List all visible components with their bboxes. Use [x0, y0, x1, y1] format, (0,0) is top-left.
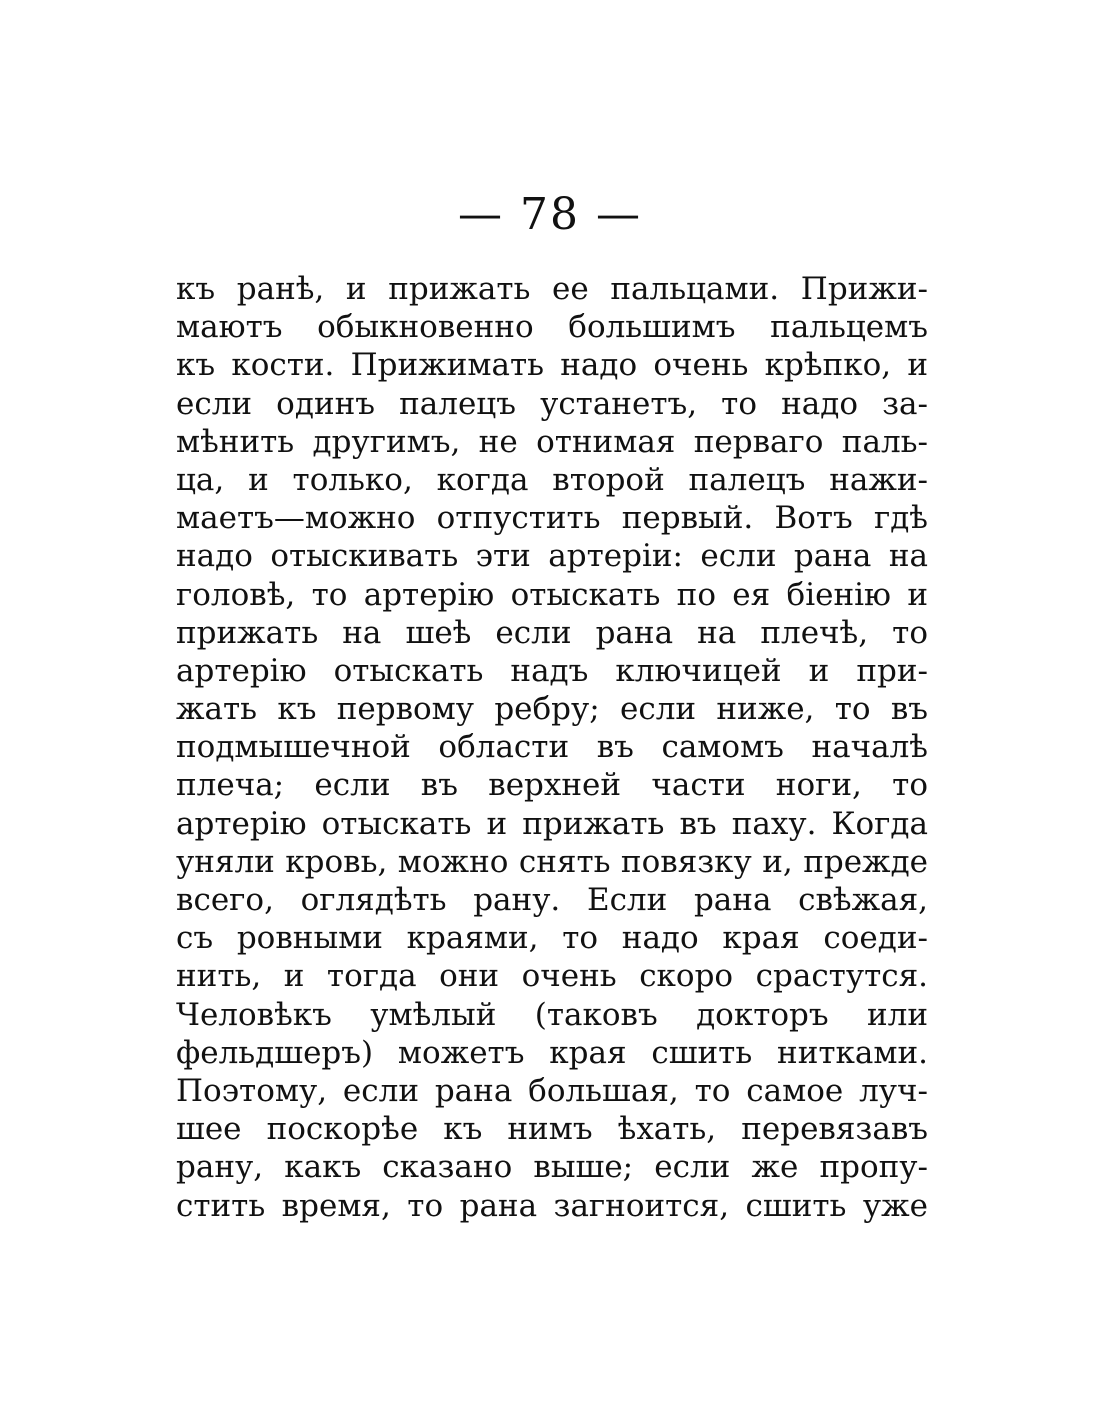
text-line: маетъ—можно отпустить первый. Вотъ гдѣ	[176, 500, 928, 537]
text-line: маютъ обыкновенно большимъ пальцемъ	[176, 309, 928, 346]
text-line: подмышечной области въ самомъ началѣ	[176, 729, 928, 766]
text-line: фельдшеръ) можетъ края сшить нитками.	[176, 1034, 928, 1071]
text-line: если одинъ палецъ устанетъ, то надо за-	[176, 385, 928, 422]
text-line: мѣнить другимъ, не отнимая перваго паль-	[176, 423, 928, 460]
text-line: всего, оглядѣть рану. Если рана свѣжая,	[176, 882, 928, 918]
text-line: Человѣкъ умѣлый (таковъ докторъ или	[176, 996, 928, 1033]
text-line: съ ровными краями, то надо края соеди-	[176, 920, 928, 957]
text-line: головѣ, то артерію отыскать по ея біенію и	[176, 576, 928, 613]
text-line: артерію отыскать и прижать въ паху. Когда	[176, 805, 928, 842]
text-line: прижать на шеѣ если рана на плечѣ, то	[176, 614, 928, 651]
text-line: рану, какъ сказано выше; если же пропу-	[176, 1149, 928, 1186]
page-number: — 78 —	[458, 189, 642, 240]
text-line: плеча; если въ верхней части ноги, то	[176, 767, 928, 804]
text-line: стить время, то рана загноится, сшить уже	[176, 1187, 928, 1224]
text-line: артерію отыскать надъ ключицей и при-	[176, 652, 928, 689]
text-line: надо отыскивать эти артеріи: если рана на	[176, 538, 928, 575]
text-line: Поэтому, если рана большая, то самое луч-	[176, 1072, 928, 1109]
text-line: ца, и только, когда второй палецъ нажи-	[176, 461, 928, 498]
text-line: къ кости. Прижимать надо очень крѣпко, и	[176, 347, 928, 384]
text-line: нить, и тогда они очень скоро срастутся.	[176, 958, 928, 995]
text-line: уняли кровь, можно снять повязку и, прежде	[176, 843, 928, 880]
body-text	[176, 270, 928, 1225]
text-line: къ ранѣ, и прижать ее пальцами. Прижи-	[176, 271, 928, 307]
text-line: шее поскорѣе къ нимъ ѣхать, перевязавъ	[176, 1111, 928, 1148]
text-line: жать къ первому ребру; если ниже, то въ	[176, 691, 928, 728]
